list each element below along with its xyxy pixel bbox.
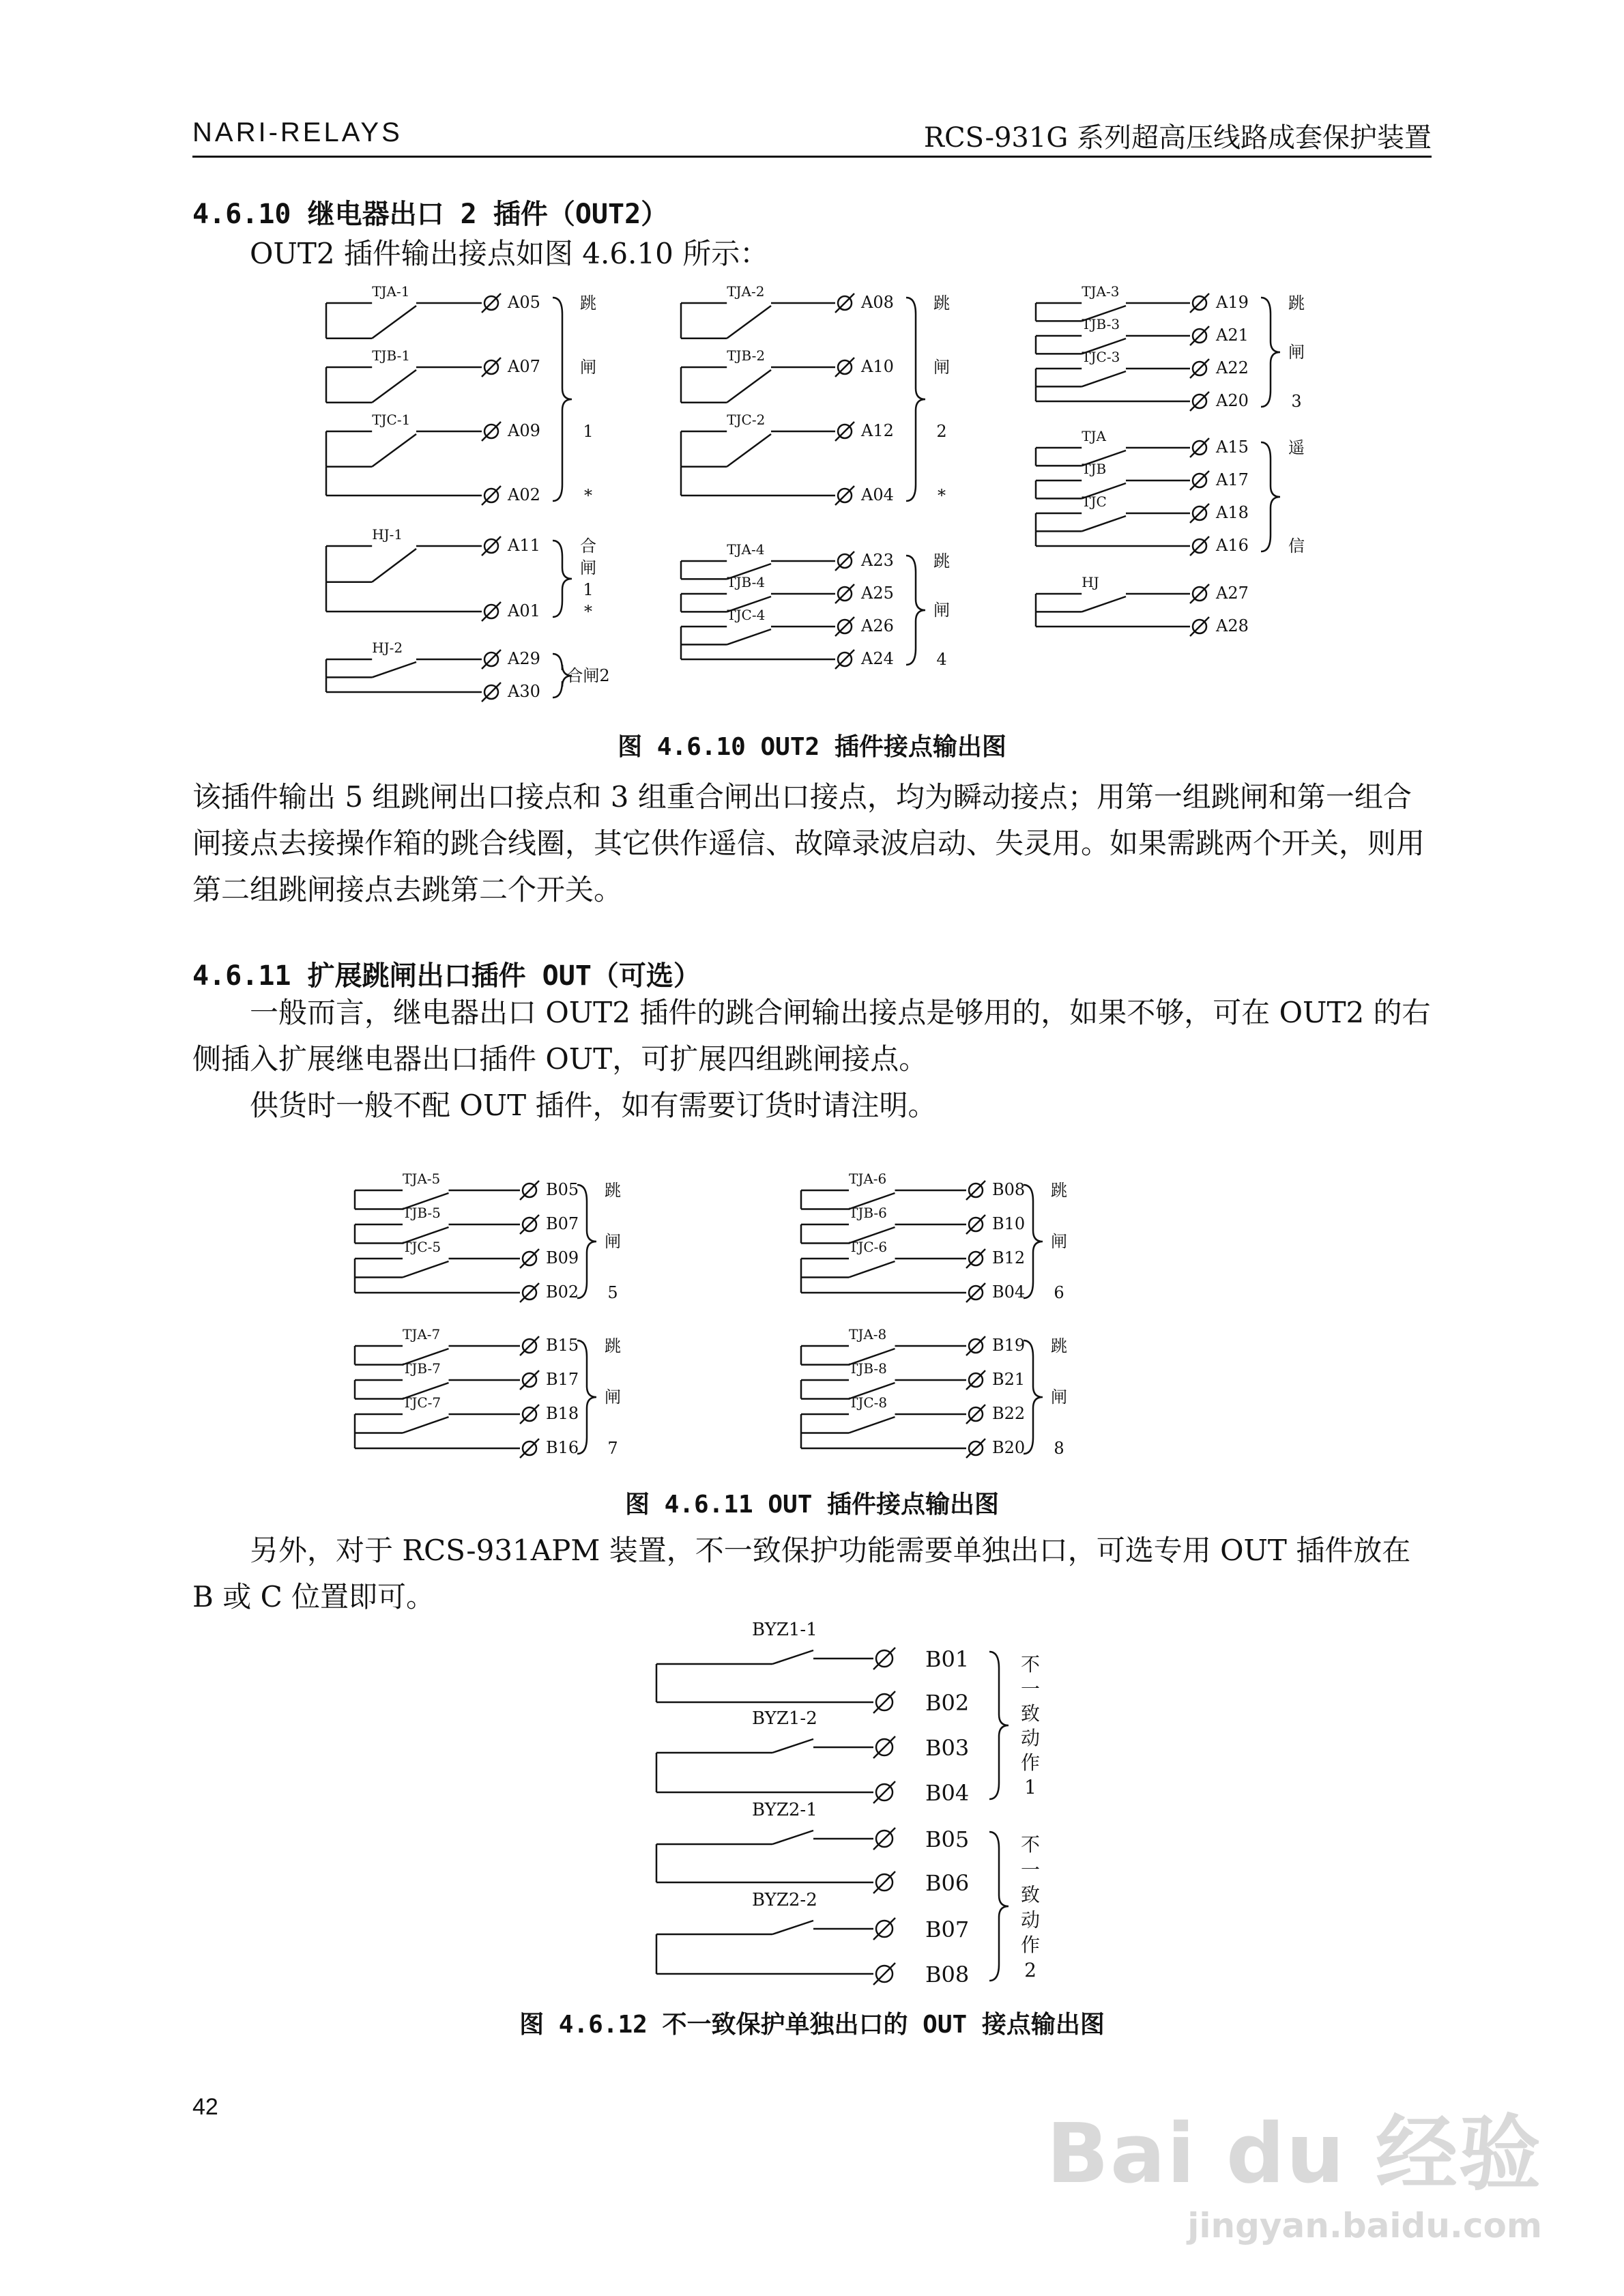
trip-group-3-terminal-label: A21 <box>1216 326 1249 345</box>
byz-switch-blade <box>772 1921 813 1934</box>
ext-trip-group-8-brace <box>1024 1340 1043 1454</box>
byz-terminal-label: B07 <box>925 1917 970 1942</box>
trip-group-3-terminal-label: A22 <box>1216 358 1249 377</box>
close-group-2-terminal-label: A30 <box>508 682 540 701</box>
ext-trip-group-5-contact-label: TJA-5 <box>403 1171 441 1187</box>
trip-group-1-switch-blade <box>372 370 416 403</box>
byz-brace-2 <box>989 1832 1009 1981</box>
ext-trip-group-6-group-label: 6 <box>1054 1283 1064 1302</box>
ext-trip-group-7-group-label: 7 <box>607 1439 618 1458</box>
ext-trip-group-6-group-label: 跳 <box>1051 1181 1067 1200</box>
ext-trip-group-6-switch-blade <box>849 1261 895 1278</box>
byz-group-label-1: 1 <box>1024 1776 1036 1798</box>
byz-group-label-2: 一 <box>1020 1858 1041 1881</box>
trip-group-1-brace <box>553 298 572 501</box>
ext-trip-group-7-terminal-label: B17 <box>546 1370 579 1389</box>
byz-group-label-1: 不 <box>1020 1653 1041 1676</box>
ext-trip-group-6-terminal-label: B12 <box>992 1248 1026 1267</box>
byz-terminal-label: B06 <box>925 1870 970 1896</box>
trip-group-4-contact-label: TJA-4 <box>727 541 765 558</box>
remote-signal-group-group-label: 信 <box>1288 536 1305 556</box>
ext-trip-group-6-contact-label: TJC-6 <box>849 1239 888 1255</box>
ext-trip-group-8-terminal-label: B19 <box>992 1336 1026 1355</box>
ext-trip-group-7-switch-blade <box>403 1417 449 1433</box>
trip-group-3-contact-label: TJA-3 <box>1082 283 1120 300</box>
trip-group-2-terminal-label: A12 <box>861 421 894 440</box>
trip-group-3-contact-label: TJC-3 <box>1082 349 1120 365</box>
trip-group-2-contact-label: TJC-2 <box>727 412 766 428</box>
byz-group-label-1: 作 <box>1020 1751 1041 1774</box>
trip-group-3-contact-label: TJB-3 <box>1082 316 1120 332</box>
close-group-1-group-label: 1 <box>583 580 594 599</box>
ext-trip-group-6-brace <box>1024 1185 1043 1298</box>
trip-group-2-contact-label: TJB-2 <box>727 347 766 364</box>
byz-contact-label: BYZ1-1 <box>752 1620 817 1640</box>
ext-trip-group-7-terminal-label: B18 <box>546 1404 579 1423</box>
trip-group-4-contact-label: TJB-4 <box>727 574 766 590</box>
ext-trip-group-5-switch-blade <box>403 1261 449 1278</box>
figure-caption-4-6-12: 图 4.6.12 不一致保护单独出口的 OUT 接点输出图 <box>519 2011 1105 2039</box>
trip-group-4-group-label: 跳 <box>933 551 950 571</box>
remote-signal-group-contact-label: TJC <box>1082 493 1107 510</box>
ext-trip-group-8-contact-label: TJB-8 <box>849 1360 887 1377</box>
trip-group-3-terminal-label: A20 <box>1216 391 1249 410</box>
ext-trip-group-8-terminal-label: B20 <box>992 1438 1026 1457</box>
trip-group-3-group-label: 闸 <box>1288 343 1305 362</box>
byz-group-label-1: 动 <box>1020 1727 1041 1749</box>
remote-signal-group-terminal-label: A15 <box>1216 437 1249 457</box>
ext-trip-group-7-group-label: 闸 <box>605 1388 621 1407</box>
byz-terminal-label: B08 <box>925 1962 970 1988</box>
trip-group-1-group-label: 1 <box>583 422 594 441</box>
close-group-2-terminal-label: A29 <box>508 649 540 668</box>
byz-terminal-label: B03 <box>925 1735 970 1761</box>
trip-group-3-group-label: 跳 <box>1288 293 1305 313</box>
ext-trip-group-7-terminal-label: B16 <box>546 1438 579 1457</box>
byz-switch-blade <box>772 1650 813 1664</box>
remote-signal-group-terminal-label: A18 <box>1216 503 1249 522</box>
trip-group-4-brace <box>906 556 925 665</box>
trip-group-4-terminal-label: A23 <box>861 551 894 570</box>
byz-group-label-2: 不 <box>1020 1833 1041 1856</box>
trip-group-2-terminal-label: A10 <box>861 357 894 376</box>
ext-trip-group-8-group-label: 跳 <box>1051 1336 1067 1355</box>
trip-group-1-group-label: 闸 <box>580 358 596 377</box>
remote-signal-group-brace <box>1261 442 1280 551</box>
ext-trip-group-5-terminal-label: B02 <box>546 1282 579 1302</box>
remote-signal-group-contact-label: TJB <box>1082 461 1107 477</box>
paragraph-ordering-note: 供货时一般不配 OUT 插件，如有需要订货时请注明。 <box>250 1089 937 1122</box>
byz-contact-label: BYZ2-2 <box>752 1890 817 1910</box>
byz-group-label-2: 2 <box>1024 1959 1036 1981</box>
trip-group-1-terminal-label: A02 <box>508 485 540 504</box>
ext-trip-group-8-switch-blade <box>849 1417 895 1433</box>
byz-contact-label: BYZ2-1 <box>752 1800 817 1820</box>
trip-group-1-terminal-label: A07 <box>508 357 540 376</box>
trip-group-2-switch-blade <box>727 434 771 467</box>
byz-group-label-2: 动 <box>1020 1908 1041 1932</box>
ext-trip-group-8-contact-label: TJC-8 <box>849 1394 888 1411</box>
trip-group-3-group-label: 3 <box>1291 392 1302 411</box>
trip-group-4-switch-blade <box>727 629 771 644</box>
remote-signal-group-contact-label: TJA <box>1082 428 1107 444</box>
figure-caption-4-6-11: 图 4.6.11 OUT 插件接点输出图 <box>624 1491 1000 1519</box>
byz-group-label-1: 一 <box>1020 1678 1041 1700</box>
close-group-1-brace <box>553 541 572 617</box>
trip-group-1-switch-blade <box>372 306 416 339</box>
ext-trip-group-5-contact-label: TJB-5 <box>403 1205 441 1221</box>
close-group-1-group-label: 合 <box>580 536 596 556</box>
ext-trip-group-8-contact-label: TJA-8 <box>849 1326 887 1343</box>
trip-group-2-terminal-label: A04 <box>861 485 894 504</box>
page-number: 42 <box>192 2094 218 2120</box>
close-group-1-terminal-label: A01 <box>508 601 540 620</box>
ext-trip-group-8-terminal-label: B22 <box>992 1404 1026 1423</box>
trip-group-2-contact-label: TJA-2 <box>727 283 765 300</box>
trip-group-1-terminal-label: A05 <box>508 293 540 312</box>
trip-group-4-group-label: 4 <box>936 650 947 669</box>
close-group-2-switch-blade <box>372 662 416 677</box>
trip-group-2-group-label: 2 <box>936 422 947 441</box>
ext-trip-group-6-terminal-label: B04 <box>992 1282 1026 1302</box>
ext-trip-group-6-terminal-label: B08 <box>992 1180 1026 1199</box>
ext-trip-group-5-group-label: 跳 <box>605 1181 621 1200</box>
figure-caption-4-6-10: 图 4.6.10 OUT2 插件接点输出图 <box>618 733 1006 761</box>
ext-trip-group-8-terminal-label: B21 <box>992 1370 1026 1389</box>
ext-trip-group-8-group-label: 闸 <box>1051 1388 1067 1407</box>
close-group-1-group-label: 闸 <box>580 558 596 577</box>
ext-trip-group-5-terminal-label: B07 <box>546 1214 579 1233</box>
paragraph-out2-description: 该插件输出 5 组跳闸出口接点和 3 组重合闸出口接点，均为瞬动接点；用第一组跳闸和第一组合闸接点去接操作箱的跳合线圈，其它供作遥信、故障录波启动、失灵用。如果需跳两个开关，则用第二组跳闸接点去跳第二个开关。 <box>192 780 1425 906</box>
trip-group-4-group-label: 闸 <box>933 601 950 620</box>
remote-signal-group-terminal-label: A16 <box>1216 536 1249 555</box>
ext-trip-group-8-group-label: 8 <box>1054 1439 1064 1458</box>
ext-trip-group-7-terminal-label: B15 <box>546 1336 579 1355</box>
ext-trip-group-6-terminal-label: B10 <box>992 1214 1026 1233</box>
trip-group-2-group-label: 跳 <box>933 293 950 313</box>
byz-terminal-label: B02 <box>925 1690 970 1716</box>
byz-group-label-2: 作 <box>1020 1934 1041 1957</box>
trip-group-1-switch-blade <box>372 434 416 467</box>
trip-group-2-group-label: * <box>938 486 946 505</box>
byz-terminal-label: B04 <box>925 1780 970 1806</box>
header-title: RCS-931G 系列超高压线路成套保护装置 <box>923 122 1432 154</box>
ext-trip-group-7-group-label: 跳 <box>605 1336 621 1355</box>
paragraph-rcs-931apm: 另外，对于 RCS-931APM 装置，不一致保护功能需要单独出口，可选专用 OUT 插件放在 B 或 C 位置即可。 <box>192 1534 1411 1613</box>
trip-group-1-terminal-label: A09 <box>508 421 540 440</box>
byz-terminal-label: B05 <box>925 1826 970 1852</box>
ext-trip-group-6-contact-label: TJB-6 <box>849 1205 887 1221</box>
section-title-4-6-10: 4.6.10 继电器出口 2 插件（OUT2） <box>192 199 669 230</box>
watermark-brand: Bai du 经验 <box>1046 2107 1542 2202</box>
ext-trip-group-5-group-label: 闸 <box>605 1232 621 1251</box>
remote-signal-group-switch-blade <box>1082 516 1126 531</box>
close-group-2-contact-label: HJ-2 <box>372 640 403 656</box>
trip-group-1-group-label: 跳 <box>580 293 596 313</box>
byz-group-label-1: 致 <box>1020 1702 1041 1725</box>
header-brand: NARI-RELAYS <box>192 117 403 147</box>
trip-group-4-terminal-label: A25 <box>861 584 894 603</box>
trip-group-3-brace <box>1261 298 1280 407</box>
remote-signal-close-terminal-label: A27 <box>1216 584 1249 603</box>
trip-group-3-terminal-label: A19 <box>1216 293 1249 312</box>
close-group-2-group-label: 合闸2 <box>566 666 610 685</box>
ext-trip-group-6-group-label: 闸 <box>1051 1232 1067 1251</box>
remote-signal-group-terminal-label: A17 <box>1216 470 1249 489</box>
paragraph-out-optional: 一般而言，继电器出口 OUT2 插件的跳合闸输出接点是够用的，如果不够，可在 OUT2 的右侧插入扩展继电器出口插件 OUT，可扩展四组跳闸接点。 <box>192 996 1431 1076</box>
remote-signal-close-switch-blade <box>1082 597 1126 612</box>
byz-group-label-2: 致 <box>1020 1883 1041 1906</box>
trip-group-4-terminal-label: A24 <box>861 649 894 668</box>
byz-terminal-label: B01 <box>925 1646 970 1672</box>
trip-group-2-switch-blade <box>727 306 771 339</box>
ext-trip-group-7-contact-label: TJB-7 <box>403 1360 441 1377</box>
byz-brace-1 <box>989 1652 1009 1799</box>
remote-signal-group-group-label: 遥 <box>1288 438 1305 457</box>
section-title-4-6-11: 4.6.11 扩展跳闸出口插件 OUT（可选） <box>192 960 701 992</box>
trip-group-2-terminal-label: A08 <box>861 293 894 312</box>
trip-group-2-switch-blade <box>727 370 771 403</box>
byz-switch-blade <box>772 1831 813 1844</box>
watermark-url: jingyan.baidu.com <box>1187 2206 1542 2245</box>
close-group-1-contact-label: HJ-1 <box>372 526 403 543</box>
byz-switch-blade <box>772 1739 813 1753</box>
trip-group-1-contact-label: TJC-1 <box>372 412 411 428</box>
trip-group-4-terminal-label: A26 <box>861 616 894 635</box>
ext-trip-group-7-brace <box>577 1340 596 1454</box>
trip-group-3-switch-blade <box>1082 371 1126 386</box>
ext-trip-group-7-contact-label: TJA-7 <box>403 1326 441 1343</box>
ext-trip-group-5-brace <box>577 1185 596 1298</box>
trip-group-1-contact-label: TJA-1 <box>372 283 410 300</box>
remote-signal-close-terminal-label: A28 <box>1216 616 1249 635</box>
close-group-1-switch-blade <box>372 549 416 582</box>
trip-group-4-contact-label: TJC-4 <box>727 607 766 623</box>
section-intro-4-6-10: OUT2 插件输出接点如图 4.6.10 所示： <box>250 237 769 270</box>
watermark <box>1047 2089 1542 2245</box>
close-group-1-group-label: * <box>584 602 592 621</box>
ext-trip-group-5-terminal-label: B09 <box>546 1248 579 1267</box>
trip-group-1-group-label: * <box>584 486 592 505</box>
trip-group-1-contact-label: TJB-1 <box>372 347 411 364</box>
ext-trip-group-5-group-label: 5 <box>607 1283 618 1302</box>
ext-trip-group-6-contact-label: TJA-6 <box>849 1171 887 1187</box>
byz-contact-label: BYZ1-2 <box>752 1708 817 1729</box>
close-group-1-terminal-label: A11 <box>508 536 540 555</box>
trip-group-2-group-label: 闸 <box>933 358 950 377</box>
remote-signal-close-contact-label: HJ <box>1082 574 1099 590</box>
ext-trip-group-7-contact-label: TJC-7 <box>403 1394 441 1411</box>
trip-group-2-brace <box>906 298 925 501</box>
ext-trip-group-5-contact-label: TJC-5 <box>403 1239 441 1255</box>
ext-trip-group-5-terminal-label: B05 <box>546 1180 579 1199</box>
